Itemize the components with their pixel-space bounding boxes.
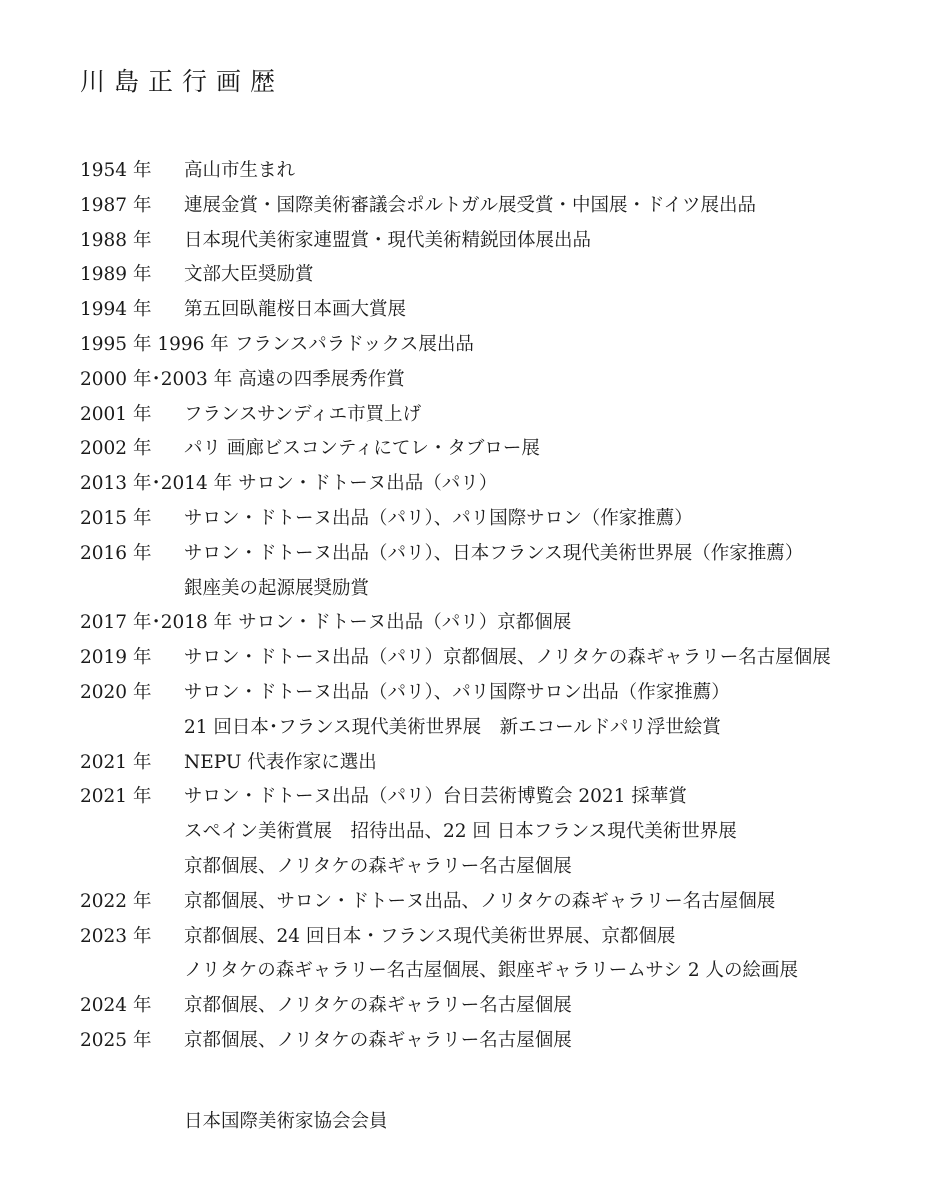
entry-text: 高遠の四季展秀作賞 xyxy=(238,368,405,390)
career-history-list xyxy=(80,154,940,1059)
history-entry xyxy=(80,432,940,467)
entry-continuation: スペイン美術賞展 招待出品、22 回 日本フランス現代美術世界展 xyxy=(184,821,737,843)
entry-text: NEPU 代表作家に選出 xyxy=(184,751,377,773)
entry-year: 2022 年 xyxy=(80,890,152,912)
entry-text: サロン・ドトーヌ出品（パリ）台日芸術博覧会 2021 採華賞 xyxy=(184,786,687,808)
history-entry xyxy=(80,154,940,189)
entry-year: 2021 年 xyxy=(80,751,152,773)
entry-text: 京都個展、ノリタケの森ギャラリー名古屋個展 xyxy=(184,995,572,1017)
history-entry xyxy=(80,989,940,1024)
entry-year: 2015 年 xyxy=(80,507,152,529)
entry-continuation: 京都個展、ノリタケの森ギャラリー名古屋個展 xyxy=(184,855,572,877)
entry-text: サロン・ドトーヌ出品（パリ）、パリ国際サロン出品（作家推薦） xyxy=(184,681,730,703)
history-entry xyxy=(80,502,940,537)
entry-continuation: 21 回日本･フランス現代美術世界展 新エコールドパリ浮世絵賞 xyxy=(184,716,721,738)
entry-text: 日本現代美術家連盟賞・現代美術精鋭団体展出品 xyxy=(184,229,592,251)
entry-year: 2002 年 xyxy=(80,438,152,460)
entry-text: サロン・ドトーヌ出品（パリ）、日本フランス現代美術世界展（作家推薦） xyxy=(184,542,804,564)
history-entry xyxy=(80,885,940,920)
history-entry xyxy=(80,363,940,398)
entry-year: 2013 年･2014 年 xyxy=(80,473,233,495)
entry-text: 第五回臥龍桜日本画大賞展 xyxy=(184,299,407,321)
entry-text: フランスパラドックス展出品 xyxy=(234,333,474,355)
history-entry xyxy=(80,1024,940,1059)
entry-year: 2020 年 xyxy=(80,681,152,703)
membership-note: 日本国際美術家協会会員 xyxy=(184,1111,388,1132)
history-entry xyxy=(80,641,940,676)
history-entry xyxy=(80,676,940,711)
history-entry xyxy=(80,467,940,502)
entry-text: サロン・ドトーヌ出品（パリ）、パリ国際サロン（作家推薦） xyxy=(184,507,693,529)
entry-year: 2023 年 xyxy=(80,925,152,947)
entry-year: 2017 年･2018 年 xyxy=(80,612,233,634)
entry-year: 2016 年 xyxy=(80,542,152,564)
history-entry xyxy=(80,920,940,955)
entry-continuation: ノリタケの森ギャラリー名古屋個展、銀座ギャラリームサシ 2 人の絵画展 xyxy=(184,960,799,982)
history-entry xyxy=(80,328,940,363)
history-entry xyxy=(80,746,940,781)
entry-text: 京都個展、サロン・ドトーヌ出品、ノリタケの森ギャラリー名古屋個展 xyxy=(184,890,776,912)
entry-year: 1995 年 1996 年 xyxy=(80,333,229,355)
history-entry xyxy=(80,780,940,815)
history-entry xyxy=(80,537,940,572)
entry-year: 2001 年 xyxy=(80,403,152,425)
entry-year: 2024 年 xyxy=(80,995,152,1017)
entry-year: 2019 年 xyxy=(80,647,152,669)
history-entry xyxy=(80,293,940,328)
entry-year: 2000 年･2003 年 xyxy=(80,368,233,390)
history-entry xyxy=(80,189,940,224)
entry-text: 京都個展、24 回日本・フランス現代美術世界展、京都個展 xyxy=(184,925,676,947)
entry-text: サロン・ドトーヌ出品（パリ） xyxy=(238,473,498,495)
history-entry xyxy=(80,224,940,259)
entry-text: フランスサンディエ市買上げ xyxy=(184,403,422,425)
entry-text: パリ 画廊ビスコンティにてレ・タブロー展 xyxy=(184,438,540,460)
entry-continuation: 銀座美の起源展奨励賞 xyxy=(184,577,370,599)
entry-text: 文部大臣奨励賞 xyxy=(184,264,314,286)
entry-text: 京都個展、ノリタケの森ギャラリー名古屋個展 xyxy=(184,1029,572,1051)
entry-text: サロン・ドトーヌ出品（パリ）京都個展 xyxy=(238,612,572,634)
entry-year: 1987 年 xyxy=(80,194,152,216)
entry-text: 連展金賞・国際美術審議会ポルトガル展受賞・中国展・ドイツ展出品 xyxy=(184,194,757,216)
page-title: 川島正行画歴 xyxy=(80,67,285,96)
entry-text: 高山市生まれ xyxy=(184,160,296,181)
entry-year: 2021 年 xyxy=(80,786,152,808)
entry-year: 1954 年 xyxy=(80,160,152,181)
entry-year: 1994 年 xyxy=(80,299,152,321)
history-entry xyxy=(80,606,940,641)
entry-text: サロン・ドトーヌ出品（パリ）京都個展、ノリタケの森ギャラリー名古屋個展 xyxy=(184,647,831,669)
history-entry xyxy=(80,398,940,433)
entry-year: 2025 年 xyxy=(80,1029,152,1051)
history-entry xyxy=(80,258,940,293)
entry-year: 1988 年 xyxy=(80,229,152,251)
entry-year: 1989 年 xyxy=(80,264,152,286)
